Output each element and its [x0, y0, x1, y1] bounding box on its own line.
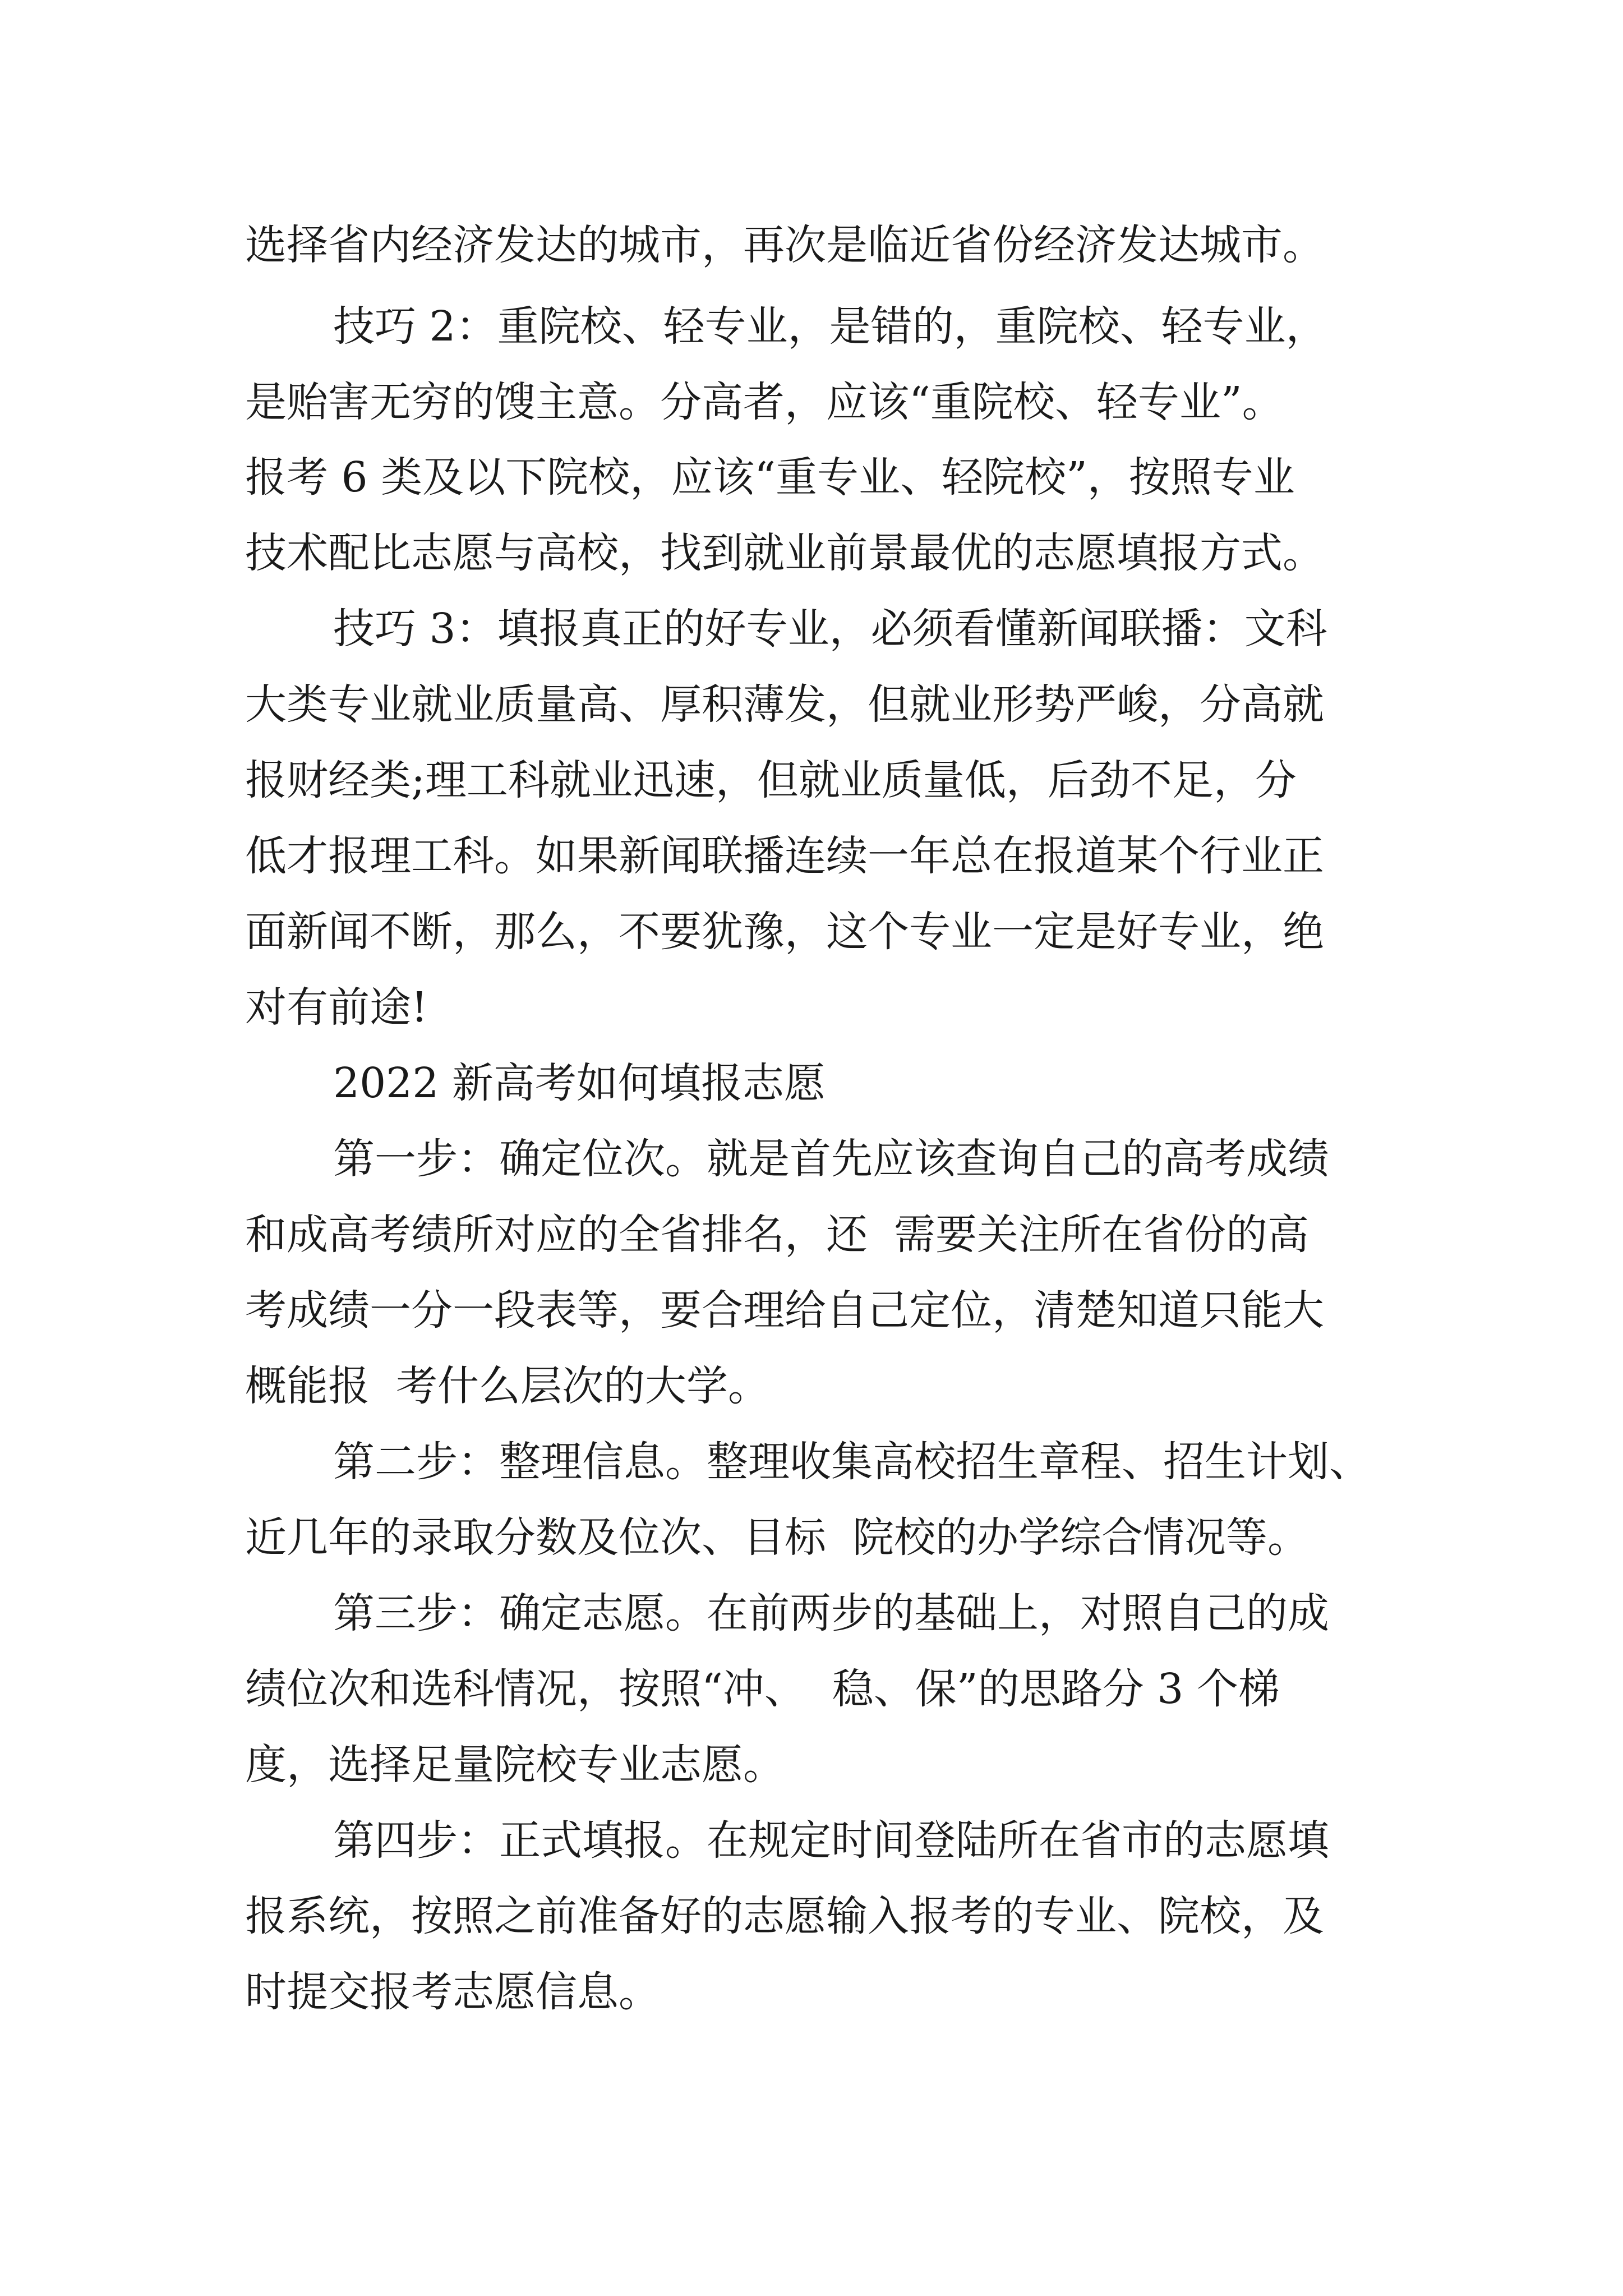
- text-line: 是贻害无穷的馊主意。分高者，应该“重院校、轻专业”。: [245, 378, 1284, 426]
- text-line: 和成高考绩所对应的全省排名，还 需要关注所在省份的高: [245, 1211, 1310, 1259]
- text-line: 概能报 考什么层次的大学。: [245, 1362, 770, 1410]
- text-line: 技术配比志愿与高校，找到就业前景最优的志愿填报方式。: [245, 529, 1324, 577]
- section-heading: 2022 新高考如何填报志愿: [333, 1059, 826, 1107]
- text-line: 低才报理工科。如果新闻联播连续一年总在报道某个行业正: [245, 832, 1324, 880]
- text-line: 第四步：正式填报。在规定时间登陆所在省市的志愿填: [333, 1816, 1329, 1865]
- text-line: 报考 6 类及以下院校，应该“重专业、轻院校”，按照专业: [245, 453, 1295, 501]
- text-line: 度，选择足量院校专业志愿。: [245, 1741, 785, 1789]
- text-line: 报财经类;理工科就业迅速，但就业质量低，后劲不足，分: [245, 756, 1297, 804]
- text-line: 对有前途!: [245, 983, 428, 1032]
- text-line: 技巧 2：重院校、轻专业，是错的，重院校、轻专业，: [333, 302, 1327, 351]
- text-line: 第一步：确定位次。就是首先应该查询自己的高考成绩: [333, 1135, 1329, 1183]
- text-line: 第三步：确定志愿。在前两步的基础上，对照自己的成: [333, 1589, 1329, 1637]
- text-line: 面新闻不断，那么，不要犹豫，这个专业一定是好专业，绝: [245, 908, 1324, 956]
- text-line: 选择省内经济发达的城市，再次是临近省份经济发达城市。: [245, 221, 1324, 269]
- text-line: 大类专业就业质量高、厚积薄发，但就业形势严峻，分高就: [245, 680, 1324, 729]
- text-line: 第二步：整理信息。整理收集高校招生章程、招生计划、: [333, 1438, 1371, 1486]
- text-line: 近几年的录取分数及位次、目标 院校的办学综合情况等。: [245, 1513, 1310, 1562]
- text-line: 时提交报考志愿信息。: [245, 1968, 660, 2016]
- text-line: 考成绩一分一段表等，要合理给自己定位，清楚知道只能大: [245, 1286, 1324, 1335]
- text-line: 绩位次和选科情况，按照“冲、 稳、保”的思路分 3 个梯: [245, 1665, 1280, 1713]
- text-line: 技巧 3：填报真正的好专业，必须看懂新闻联播：文科: [333, 605, 1327, 653]
- text-line: 报系统，按照之前准备好的志愿输入报考的专业、院校，及: [245, 1892, 1324, 1940]
